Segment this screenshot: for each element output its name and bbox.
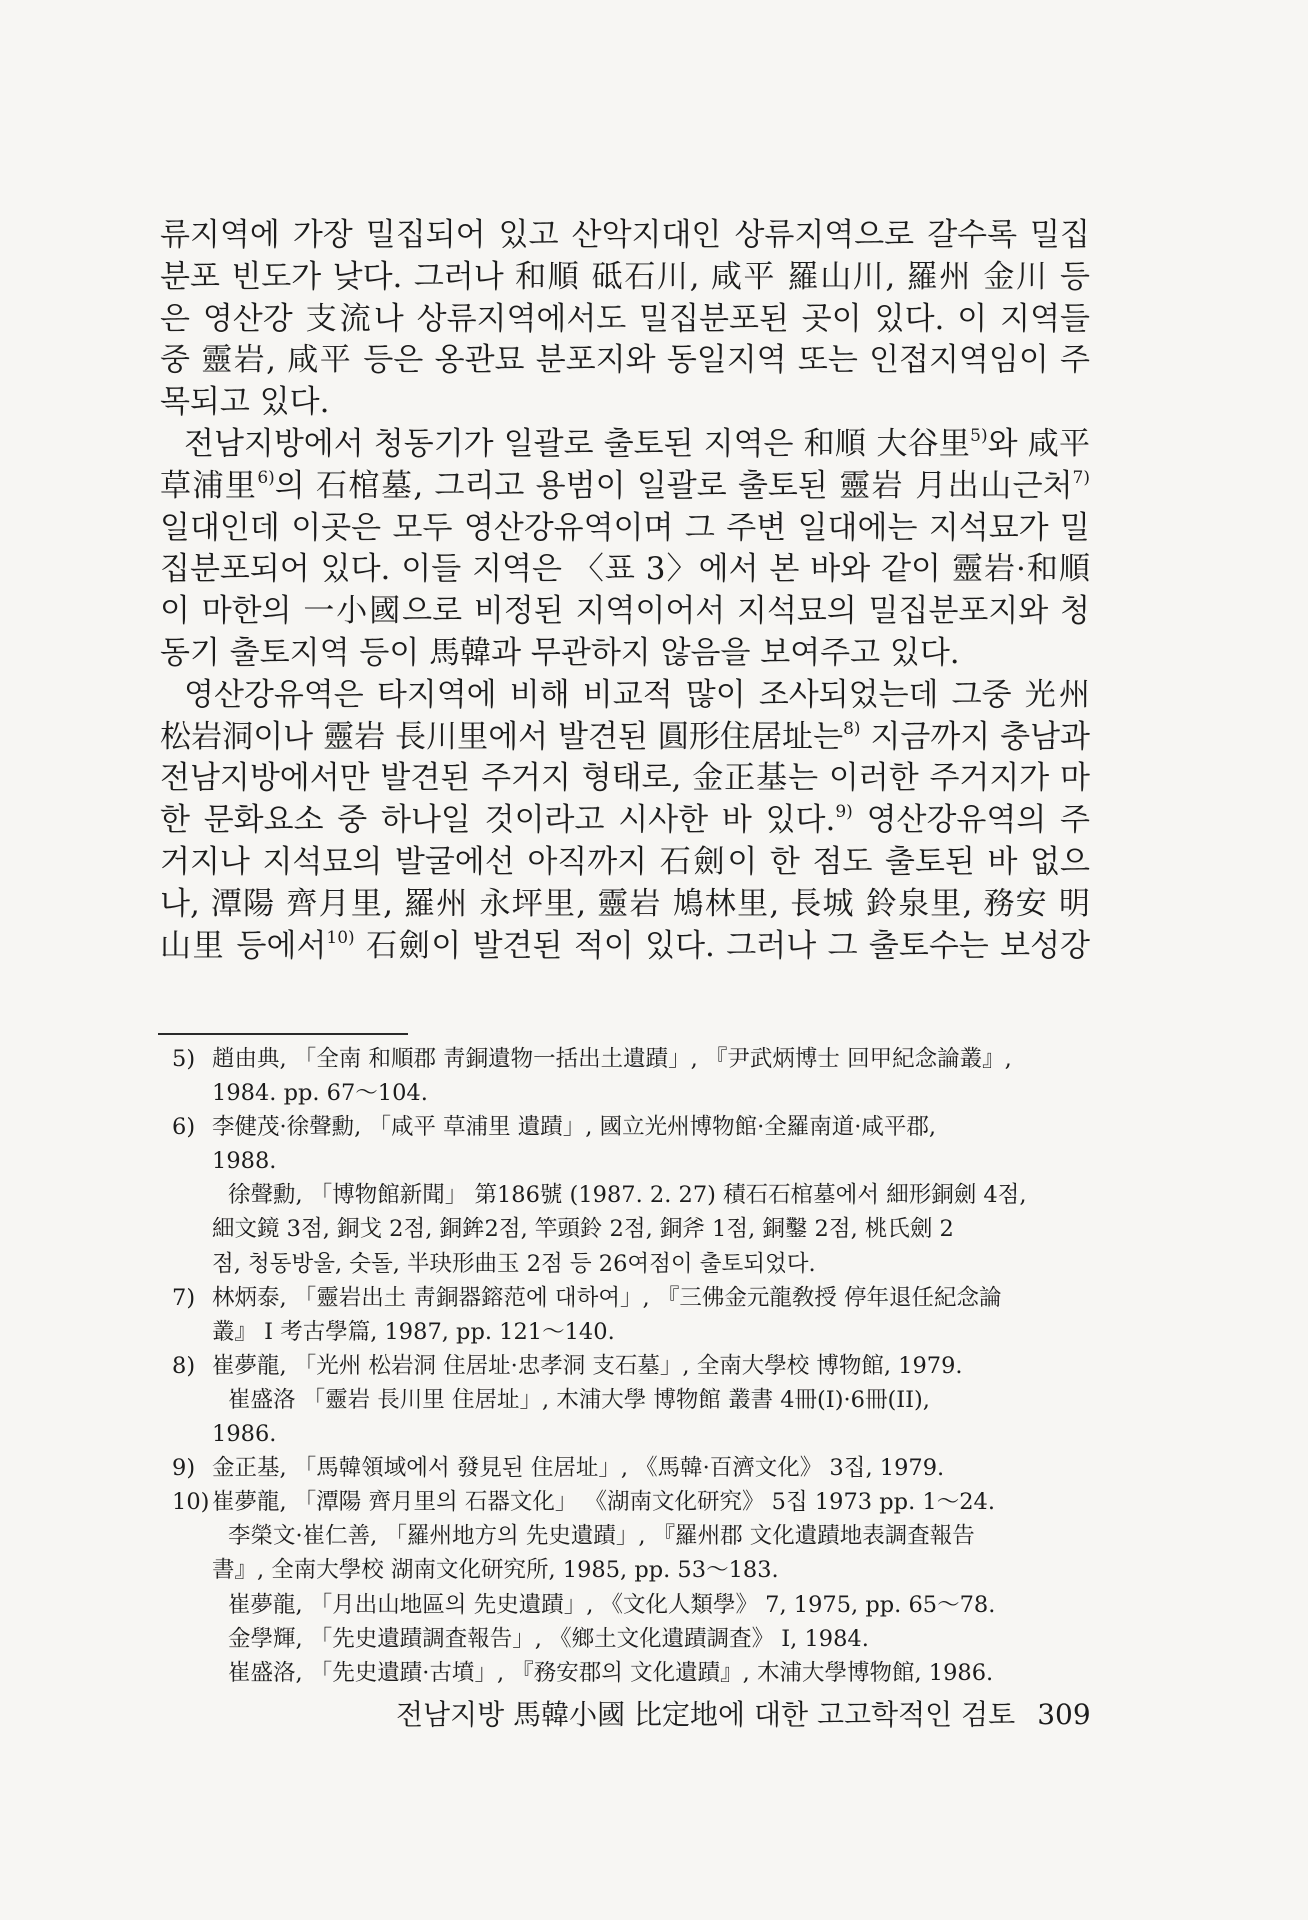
footnote-continuation xyxy=(172,1588,1090,1622)
footnote xyxy=(172,1451,1090,1485)
footnote-continuation xyxy=(172,1656,1090,1690)
body-line: 이 마한의 一小國으로 비정된 지역이어서 지석묘의 밀집분포지와 청 xyxy=(160,593,1090,630)
footnote-text: 林炳泰, 「靈岩出土 靑銅器鎔范에 대하여」, 『三佛金元龍敎授 停年退任紀念論 xyxy=(212,1284,1002,1311)
footnote xyxy=(172,1042,1090,1076)
footnote-number: 5) xyxy=(172,1046,196,1072)
footnote-ref: 7) xyxy=(1072,467,1090,488)
footnote-text: 崔盛洛 「靈岩 長川里 住居址」, 木浦大學 博物館 叢書 4冊(I)·6冊(II), xyxy=(228,1386,930,1413)
footnote-continuation xyxy=(172,1383,1090,1417)
body-line: 목되고 있다. xyxy=(160,384,330,421)
footnote-continuation xyxy=(172,1622,1090,1656)
footnote-text: 1986. xyxy=(212,1421,277,1448)
footnote-text: 細文鏡 3점, 銅戈 2점, 銅鉾2점, 竿頭鈴 2점, 銅斧 1점, 銅鑿 2점, 桃氏劍 2 xyxy=(212,1216,954,1243)
body-line: 전남지방에서 청동기가 일괄로 출토된 지역은 和順 大谷里$^{5)}$와 咸平 xyxy=(184,425,1090,462)
body-line: 草浦里$^{6)}$의 石棺墓, 그리고 용범이 일괄로 출토된 靈岩 月出山근처$^{7)}$ xyxy=(160,467,1090,504)
body-line: 나, 潭陽 齊月里, 羅州 永坪里, 靈岩 鳩林里, 長城 鈴泉里, 務安 明 xyxy=(160,885,1090,922)
footnote-continuation xyxy=(172,1212,1090,1246)
footnote-continuation xyxy=(172,1144,1090,1178)
body-line: 전남지방에서만 발견된 주거지 형태로, 金正基는 이러한 주거지가 마 xyxy=(160,760,1090,797)
footnote-number: 9) xyxy=(172,1455,196,1482)
running-title: 전남지방 馬韓小國 比定地에 대한 고고학적인 검토 xyxy=(396,1698,1016,1731)
body-line: 류지역에 가장 밀집되어 있고 산악지대인 상류지역으로 갈수록 밀집 xyxy=(160,217,1090,253)
body-line: 은 영산강 支流나 상류지역에서도 밀집분포된 곳이 있다. 이 지역들 xyxy=(160,300,1090,337)
body-line: 松岩洞이나 靈岩 長川里에서 발견된 圓形住居址는$^{8)}$ 지금까지 충남과 xyxy=(160,718,1090,755)
footnote xyxy=(172,1110,1090,1144)
footnote-text: 李榮文·崔仁善, 「羅州地方의 先史遺蹟」, 『羅州郡 文化遺蹟地表調査報告 xyxy=(228,1523,975,1550)
footnote xyxy=(172,1349,1090,1383)
body-line: 집분포되어 있다. 이들 지역은 〈표 3〉에서 본 바와 같이 靈岩·和順 xyxy=(160,551,1090,588)
footnote-text: 李健茂·徐聲勳, 「咸平 草浦里 遺蹟」, 國立光州博物館·全羅南道·咸平郡, xyxy=(212,1114,937,1141)
body-line: 山里 등에서$^{10)}$ 石劍이 발견된 적이 있다. 그러나 그 출토수는 보성강 xyxy=(160,927,1090,964)
footnote xyxy=(172,1281,1090,1315)
footnote-ref: 10) xyxy=(326,927,355,948)
footnote-text: 1984. pp. 67～104. xyxy=(212,1080,428,1107)
body-text xyxy=(160,215,1090,967)
footnote-ref: 6) xyxy=(257,467,275,488)
footnote-continuation xyxy=(172,1553,1090,1587)
footnote-divider xyxy=(158,1033,408,1035)
footnote-text: 崔夢龍, 「潭陽 齊月里의 石器文化」 《湖南文化研究》 5집 1973 pp. 1～24. xyxy=(212,1489,995,1516)
footnote-text: 叢』 I 考古學篇, 1987, pp. 121～140. xyxy=(212,1318,615,1345)
footnotes xyxy=(172,1042,1090,1690)
footnote-text: 徐聲勳, 「博物館新聞」 第186號 (1987. 2. 27) 積石石棺墓에서 細形銅劍 4점, xyxy=(228,1182,1027,1209)
page-number: 309 xyxy=(1037,1698,1091,1731)
body-line: 한 문화요소 중 하나일 것이라고 시사한 바 있다.$^{9)}$ 영산강유역의 주 xyxy=(160,802,1090,839)
footnote-ref: 5) xyxy=(970,425,988,446)
footnote-continuation xyxy=(172,1519,1090,1553)
footnote-continuation xyxy=(172,1315,1090,1349)
footnote-continuation xyxy=(172,1247,1090,1281)
body-line: 중 靈岩, 咸平 등은 옹관묘 분포지와 동일지역 또는 인접지역임이 주 xyxy=(160,342,1090,379)
footnote-number: 8) xyxy=(172,1352,196,1379)
body-line: 거지나 지석묘의 발굴에선 아직까지 石劍이 한 점도 출토된 바 없으 xyxy=(160,843,1090,880)
running-footer xyxy=(396,1697,1090,1733)
body-line: 분포 빈도가 낮다. 그러나 和順 砥石川, 咸平 羅山川, 羅州 金川 등 xyxy=(160,258,1090,295)
footnote-text: 書』, 全南大學校 湖南文化研究所, 1985, pp. 53～183. xyxy=(212,1557,779,1584)
footnote-text: 崔盛洛, 「先史遺蹟·古墳」, 『務安郡의 文化遺蹟』, 木浦大學博物館, 1986. xyxy=(228,1659,994,1686)
footnote-text: 崔夢龍, 「光州 松岩洞 住居址·忠孝洞 支石墓」, 全南大學校 博物館, 1979. xyxy=(212,1352,963,1379)
footnote-text: 金學輝, 「先史遺蹟調査報告」, 《鄉土文化遺蹟調査》 I, 1984. xyxy=(228,1625,869,1652)
footnote-text: 崔夢龍, 「月出山地區의 先史遺蹟」, 《文化人類學》 7, 1975, pp. 65～78. xyxy=(228,1591,996,1618)
footnote-ref: 8) xyxy=(843,718,861,739)
footnote-continuation xyxy=(172,1076,1090,1110)
footnote-text: 趙由典, 「全南 和順郡 靑銅遺物一括出土遺蹟」, 『尹武炳博士 回甲紀念論叢』, xyxy=(212,1046,1012,1072)
footnote xyxy=(172,1485,1090,1519)
footnote-text: 점, 청동방울, 숫돌, 半玦形曲玉 2점 등 26여점이 출토되었다. xyxy=(212,1250,816,1277)
footnote-text: 1988. xyxy=(212,1148,277,1175)
body-line: 일대인데 이곳은 모두 영산강유역이며 그 주변 일대에는 지석묘가 밀 xyxy=(160,509,1090,546)
footnote-number: 6) xyxy=(172,1114,196,1141)
footnote-continuation xyxy=(172,1417,1090,1451)
footnote-number: 7) xyxy=(172,1284,196,1311)
body-line: 동기 출토지역 등이 馬韓과 무관하지 않음을 보여주고 있다. xyxy=(160,634,960,671)
footnote-continuation xyxy=(172,1178,1090,1212)
body-line: 영산강유역은 타지역에 비해 비교적 많이 조사되었는데 그중 光州 xyxy=(184,676,1090,713)
footnote-number: 10) xyxy=(172,1489,210,1516)
footnote-text: 金正基, 「馬韓領域에서 發見된 住居址」, 《馬韓·百濟文化》 3집, 1979. xyxy=(212,1455,945,1482)
footnote-ref: 9) xyxy=(835,802,853,823)
